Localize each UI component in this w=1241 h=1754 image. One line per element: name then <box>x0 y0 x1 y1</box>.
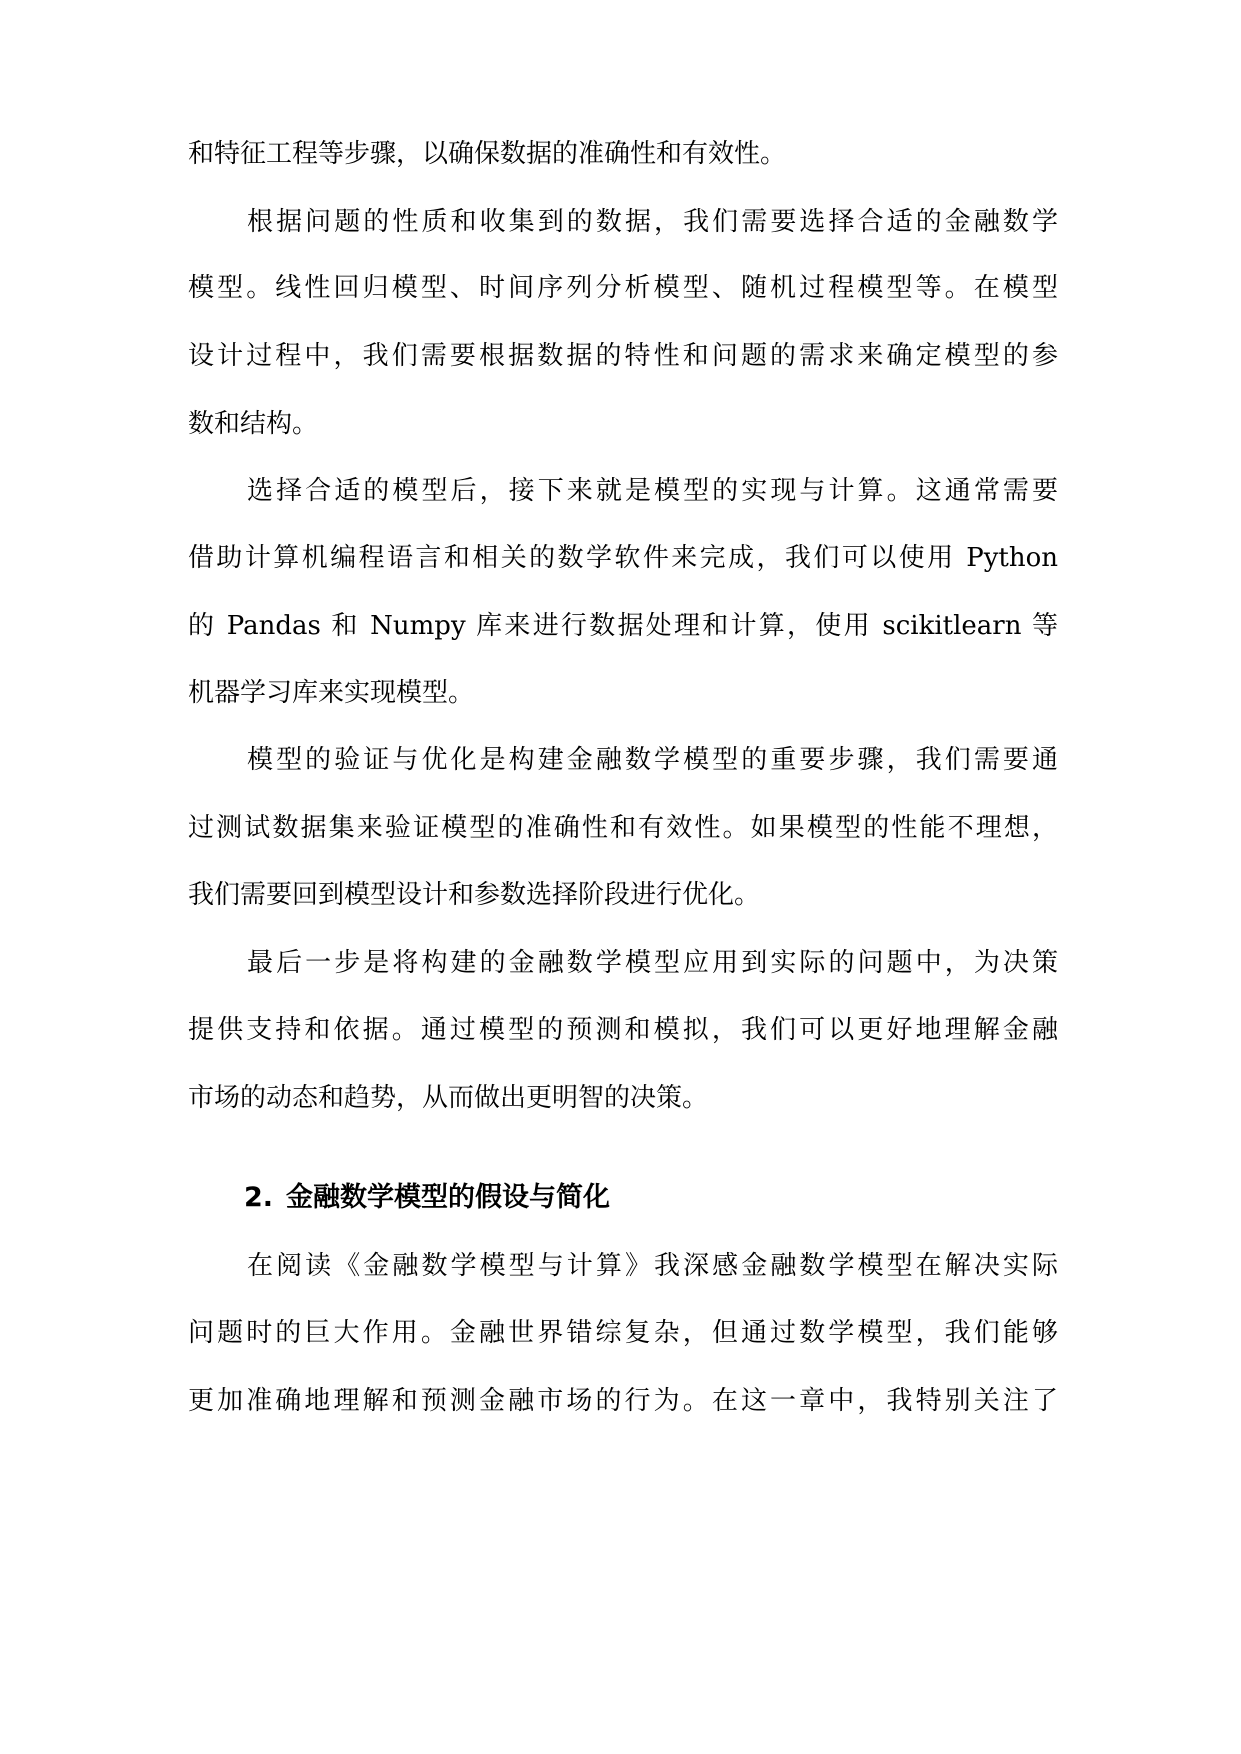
paragraph-line: 借助计算机编程语言和相关的数学软件来完成，我们可以使用 Python <box>188 543 1058 573</box>
paragraph-line: 我们需要回到模型设计和参数选择阶段进行优化。 <box>188 880 761 910</box>
paragraph-line: 模型的验证与优化是构建金融数学模型的重要步骤，我们需要通 <box>247 745 1058 775</box>
paragraph-line: 选择合适的模型后，接下来就是模型的实现与计算。这通常需要 <box>247 476 1058 506</box>
paragraph-line: 在阅读《金融数学模型与计算》我深感金融数学模型在解决实际 <box>247 1251 1058 1281</box>
paragraph-line: 更加准确地理解和预测金融市场的行为。在这一章中，我特别关注了 <box>188 1386 1058 1416</box>
paragraph-line: 模型。线性回归模型、时间序列分析模型、随机过程模型等。在模型 <box>188 273 1058 303</box>
paragraph-line: 最后一步是将构建的金融数学模型应用到实际的问题中，为决策 <box>247 948 1058 978</box>
paragraph-line: 数和结构。 <box>188 409 319 439</box>
paragraph-line: 问题时的巨大作用。金融世界错综复杂，但通过数学模型，我们能够 <box>188 1318 1058 1348</box>
paragraph-line: 机器学习库来实现模型。 <box>188 678 475 708</box>
paragraph-line: 过测试数据集来验证模型的准确性和有效性。如果模型的性能不理想， <box>188 813 1058 843</box>
section-heading <box>244 1178 944 1218</box>
section-title: 金融数学模型的假设与简化 <box>286 1182 610 1213</box>
paragraph-line: 提供支持和依据。通过模型的预测和模拟，我们可以更好地理解金融 <box>188 1015 1058 1045</box>
paragraph-line: 根据问题的性质和收集到的数据，我们需要选择合适的金融数学 <box>247 207 1058 237</box>
paragraph-line: 市场的动态和趋势，从而做出更明智的决策。 <box>188 1083 709 1113</box>
section-number: 2. <box>244 1182 274 1213</box>
paragraph-line: 和特征工程等步骤，以确保数据的准确性和有效性。 <box>188 139 787 169</box>
paragraph-line: 的 Pandas 和 Numpy 库来进行数据处理和计算，使用 scikitlearn 等 <box>188 611 1058 641</box>
paragraph-line: 设计过程中，我们需要根据数据的特性和问题的需求来确定模型的参 <box>188 341 1058 371</box>
